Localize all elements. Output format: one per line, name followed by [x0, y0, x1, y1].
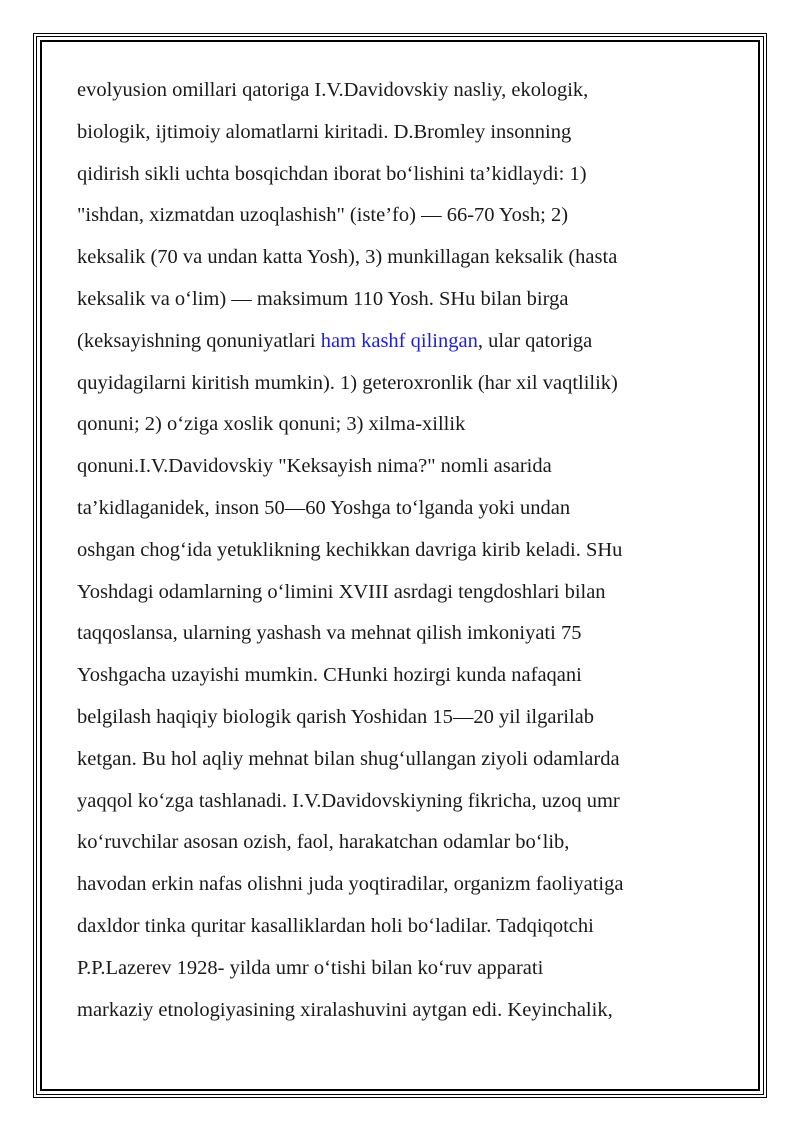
text-line: keksalik (70 va undan katta Yosh), 3) munkillagan keksalik (hasta [77, 246, 618, 269]
text-line: qidirish sikli uchta bosqichdan iborat bo‘lishini ta’kidlaydi: 1) [77, 162, 587, 185]
text-line: havodan erkin nafas olishni juda yoqtiradilar, organizm faoliyatiga [77, 873, 624, 896]
text-line: quyidagilarni kiritish mumkin). 1) geteroxronlik (har xil vaqtlilik) [77, 371, 618, 394]
text-line: qonuni; 2) o‘ziga xoslik qonuni; 3) xilma-xillik [77, 413, 466, 436]
text-line: markaziy etnologiyasining xiralashuvini aytgan edi. Keyinchalik, [77, 998, 613, 1021]
text-line: yaqqol ko‘zga tashlanadi. I.V.Davidovskiyning fikricha, uzoq umr [77, 789, 620, 812]
text-line: evolyusion omillari qatoriga I.V.Davidovskiy nasliy, ekologik, [77, 79, 589, 101]
text-line: daxldor tinka quritar kasalliklardan holi bo‘ladilar. Tadqiqotchi [77, 914, 594, 937]
document-body [77, 70, 737, 1031]
text-line: keksalik va o‘lim) — maksimum 110 Yosh. SHu bilan birga [77, 287, 569, 310]
text-line: biologik, ijtimoiy alomatlarni kiritadi. D.Bromley insonning [77, 120, 572, 143]
text-line: ta’kidlaganidek, inson 50—60 Yoshga to‘lganda yoki undan [77, 496, 571, 519]
text-line: Yoshgacha uzayishi mumkin. CHunki hozirgi kunda nafaqani [77, 664, 582, 687]
text-line: ketgan. Bu hol aqliy mehnat bilan shug‘ullangan ziyoli odamlarda [77, 747, 620, 770]
text-line: "ishdan, xizmatdan uzoqlashish" (iste’fo) — 66-70 Yosh; 2) [77, 204, 569, 227]
text-line: ko‘ruvchilar asosan ozish, faol, harakatchan odamlar bo‘lib, [77, 831, 570, 854]
hyperlink[interactable]: ham kashf qilingan [320, 329, 478, 352]
text-line: Yoshdagi odamlarning o‘limini XVIII asrdagi tengdoshlari bilan [77, 580, 606, 603]
text-line-with-link [77, 321, 737, 363]
text-line: taqqoslansa, ularning yashash va mehnat qilish imkoniyati 75 [77, 622, 582, 645]
text-line: qonuni.I.V.Davidovskiy "Keksayish nima?" nomli asarida [77, 455, 552, 478]
text-line: P.P.Lazerev 1928- yilda umr o‘tishi bilan ko‘ruv apparati [77, 956, 544, 979]
text-line: oshgan chog‘ida yetuklikning kechikkan davriga kirib keladi. SHu [77, 538, 623, 561]
text-segment: , ular qatoriga [477, 329, 593, 352]
text-segment: (keksayishning qonuniyatlari [77, 329, 321, 352]
text-line: belgilash haqiqiy biologik qarish Yoshidan 15—20 yil ilgarilab [77, 705, 595, 728]
